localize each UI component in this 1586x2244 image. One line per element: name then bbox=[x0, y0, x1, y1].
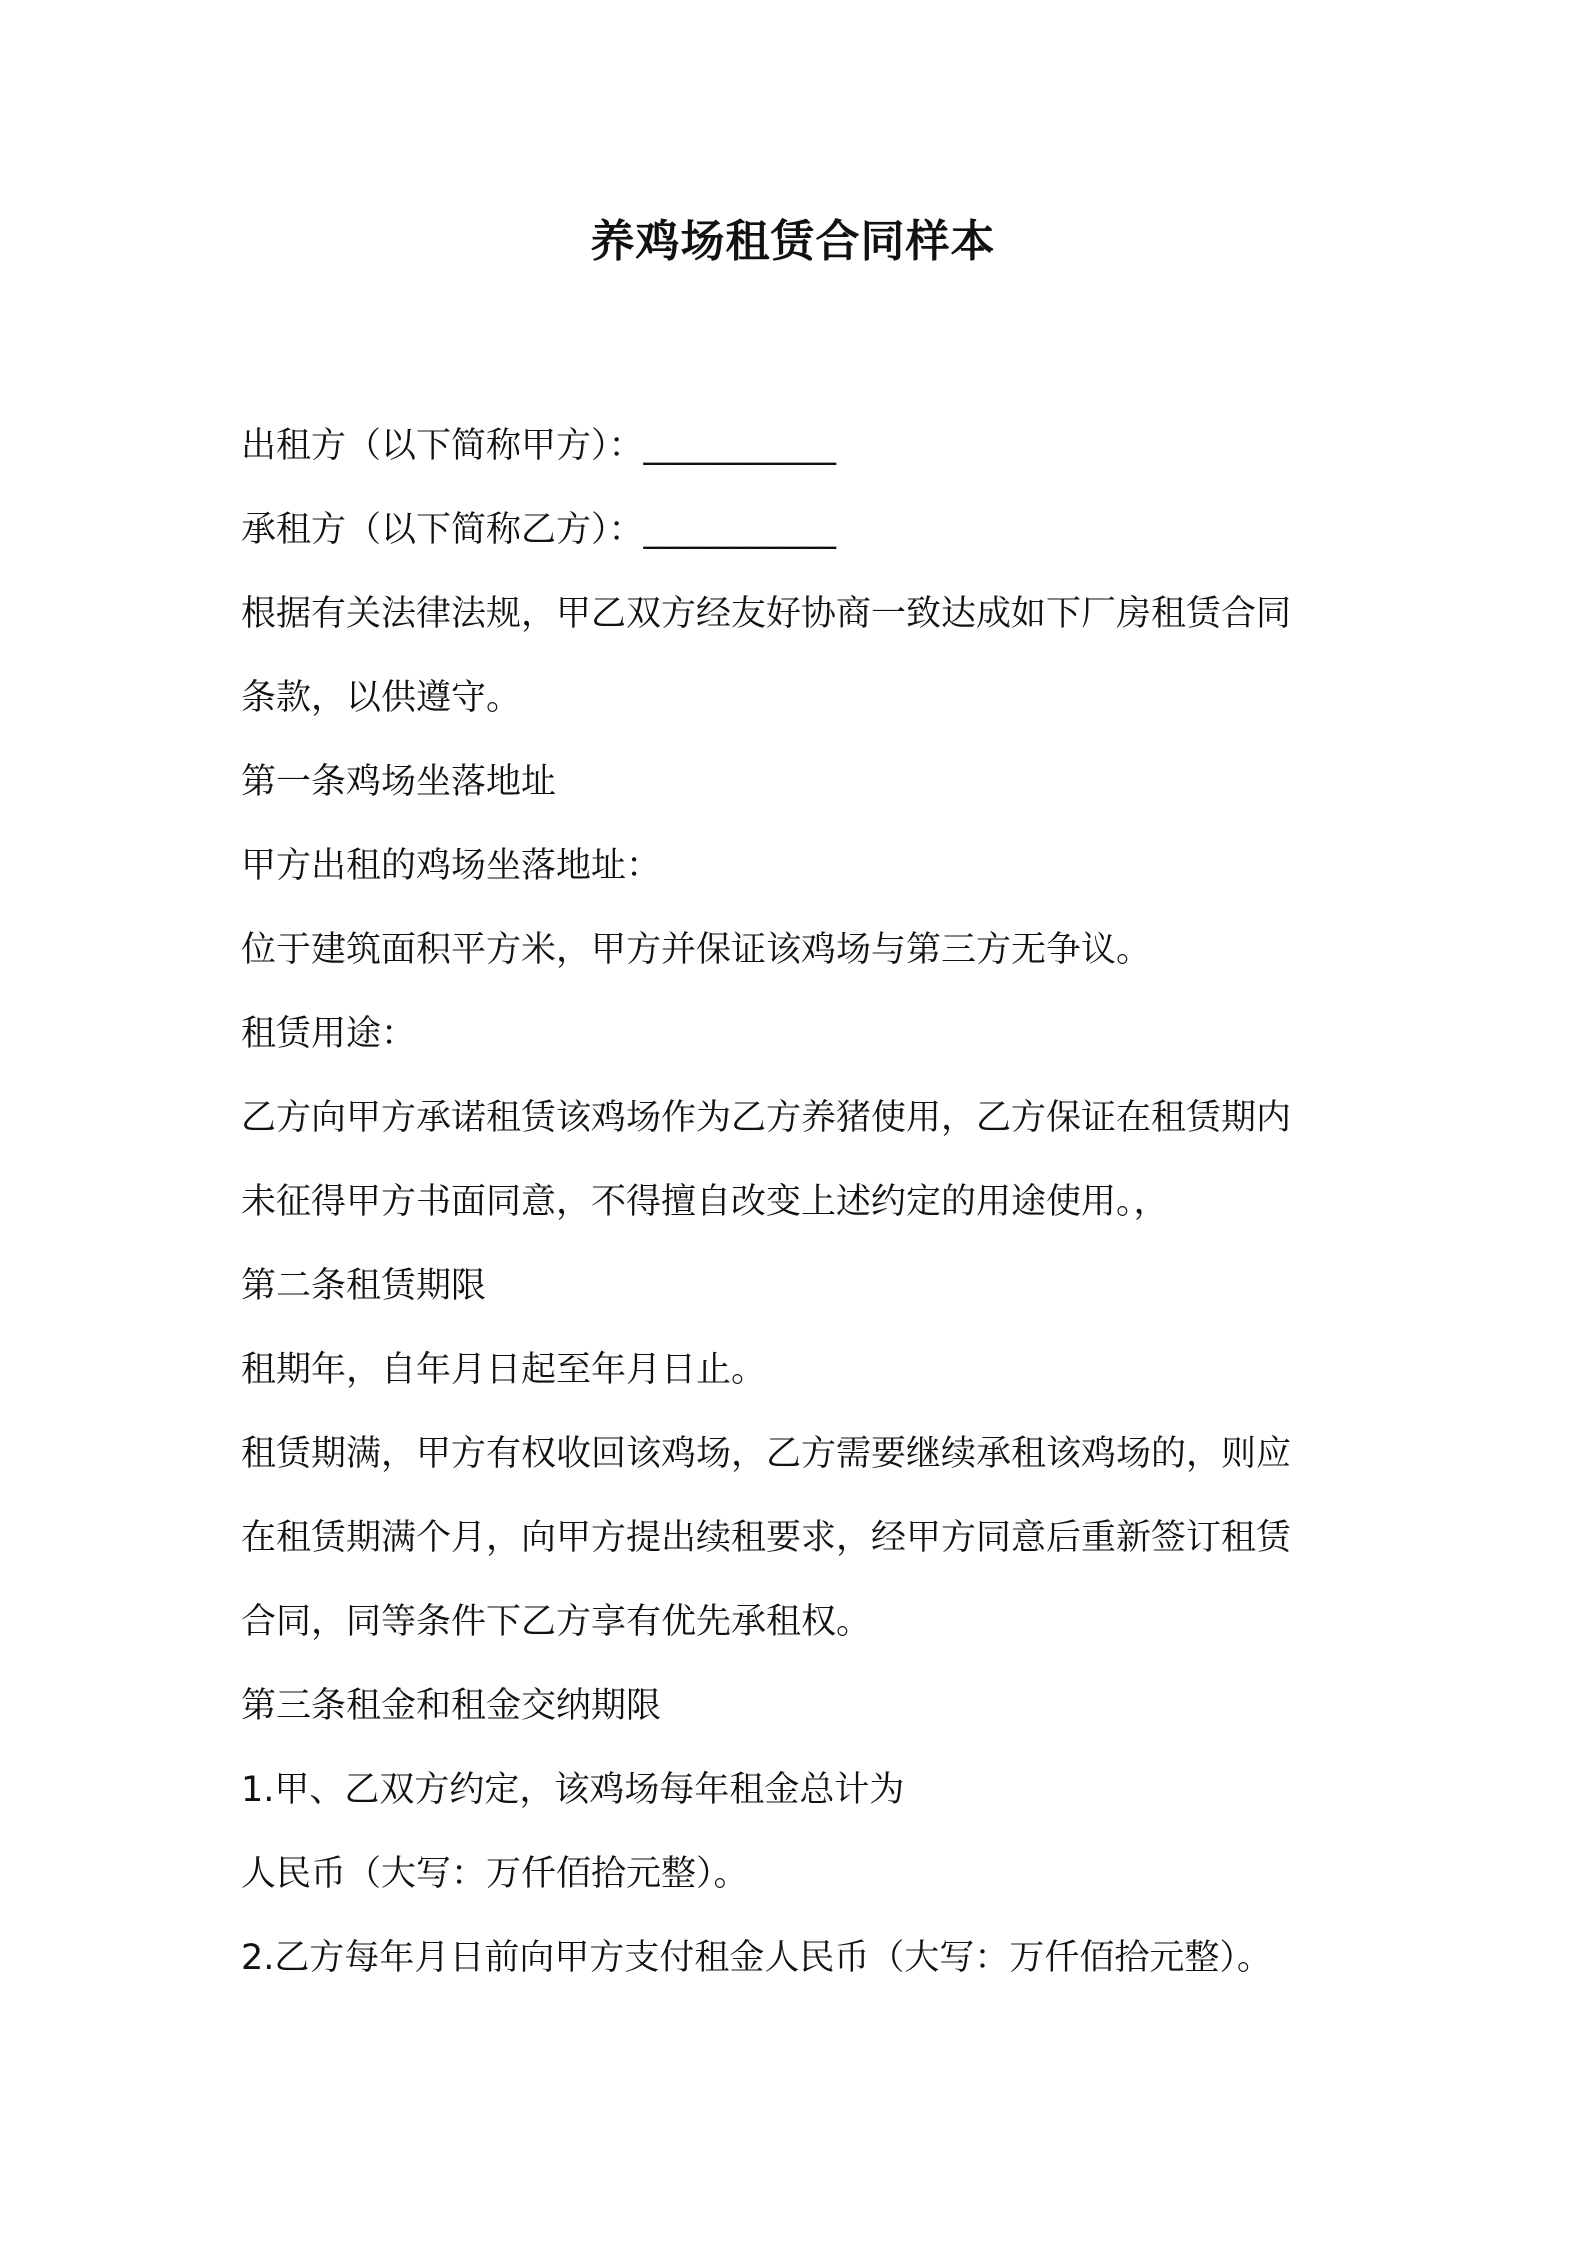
article-2-renewal-line-2: 在租赁期满个月，向甲方提出续租要求，经甲方同意后重新签订租赁 bbox=[241, 1518, 1292, 1558]
article-3-heading: 第三条租金和租金交纳期限 bbox=[241, 1686, 662, 1726]
article-2-renewal-line-1: 租赁期满，甲方有权收回该鸡场，乙方需要继续承租该鸡场的，则应 bbox=[241, 1434, 1292, 1474]
article-1-usage-line-1: 乙方向甲方承诺租赁该鸡场作为乙方养猪使用，乙方保证在租赁期内 bbox=[241, 1098, 1292, 1138]
article-1-address-label: 甲方出租的鸡场坐落地址： bbox=[241, 846, 662, 886]
lessee-line: 承租方（以下简称乙方）：___________ bbox=[241, 510, 837, 550]
document-body bbox=[241, 404, 1361, 2000]
article-3-item-2-line: 2.乙方每年月日前向甲方支付租金人民币（大写：万仟佰拾元整）。 bbox=[241, 1938, 1272, 1978]
article-1-area-line: 位于建筑面积平方米，甲方并保证该鸡场与第三方无争议。 bbox=[241, 930, 1152, 970]
preamble-line-2: 条款，以供遵守。 bbox=[241, 678, 522, 718]
lessor-line: 出租方（以下简称甲方）：___________ bbox=[241, 426, 837, 466]
article-1-usage-line-2: 未征得甲方书面同意，不得擅自改变上述约定的用途使用。， bbox=[241, 1182, 1169, 1222]
article-2-term-line: 租期年，自年月日起至年月日止。 bbox=[241, 1350, 767, 1390]
article-3-item-1-line-2: 人民币（大写：万仟佰拾元整）。 bbox=[241, 1854, 749, 1894]
article-2-heading: 第二条租赁期限 bbox=[241, 1266, 487, 1306]
article-1-usage-label: 租赁用途： bbox=[241, 1014, 417, 1054]
document-title: 养鸡场租赁合同样本 bbox=[590, 216, 996, 267]
article-2-renewal-line-3: 合同，同等条件下乙方享有优先承租权。 bbox=[241, 1602, 872, 1642]
article-1-heading: 第一条鸡场坐落地址 bbox=[241, 762, 557, 802]
preamble-line-1: 根据有关法律法规，甲乙双方经友好协商一致达成如下厂房租赁合同 bbox=[241, 594, 1292, 634]
article-3-item-1-line-1: 1.甲、乙双方约定，该鸡场每年租金总计为 bbox=[241, 1770, 905, 1810]
